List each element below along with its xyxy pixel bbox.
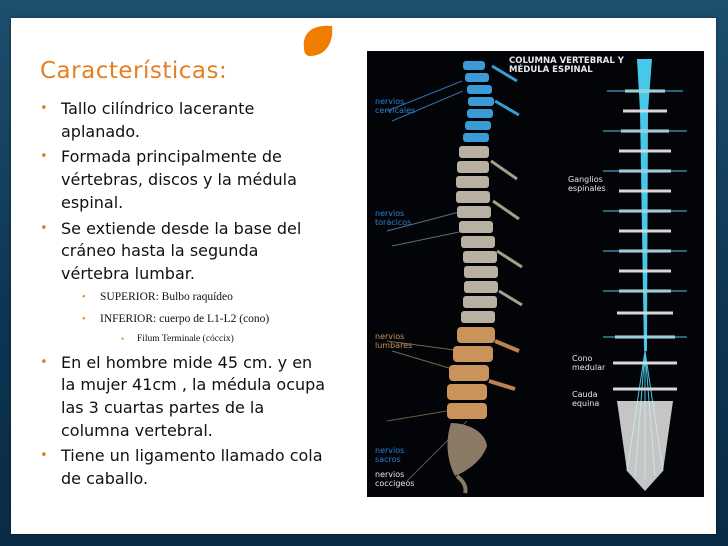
side-view-spine — [387, 61, 522, 493]
sub-bullet-item: • INFERIOR: cuerpo de L1-L2 (cono) — [40, 311, 330, 328]
spine-drawing — [367, 51, 704, 497]
bullet-item: • Tallo cilíndrico lacerante aplanado. — [40, 98, 330, 143]
sub-sub-bullet-item: • Filum Terminale (cóccix) — [40, 333, 330, 346]
label-spinal-ganglia: Ganglios espinales — [568, 175, 606, 193]
front-view-spine — [603, 59, 687, 491]
label-cauda-equina: Cauda equina — [572, 390, 600, 408]
slide-title: Características: — [40, 58, 228, 84]
bullet-list — [40, 98, 330, 494]
figure-title: COLUMNA VERTEBRAL Y MÉDULA ESPINAL — [509, 56, 624, 75]
bullet-item: • Formada principalmente de vértebras, discos y la médula espinal. — [40, 146, 330, 214]
label-lumbar-nerves: nervios lumbares — [375, 332, 413, 350]
orange-leaf-icon — [296, 18, 340, 62]
bullet-item: • Se extiende desde la base del cráneo hasta la segunda vértebra lumbar. — [40, 218, 330, 286]
label-sacral-nerves: nervios sacros — [375, 446, 405, 464]
spine-illustration — [367, 51, 704, 497]
bullet-item: • En el hombre mide 45 cm. y en la mujer 41cm , la médula ocupa las 3 cuartas partes de la columna vertebral. — [40, 352, 330, 443]
bullet-item: • Tiene un ligamento llamado cola de caballo. — [40, 445, 330, 490]
label-cervical-nerves: nervios cervicales — [375, 97, 416, 115]
label-coccygeal-nerves: nervios coccigeos — [375, 470, 415, 488]
label-thoracic-nerves: nervios torácicos — [375, 209, 412, 227]
label-conus-medullaris: Cono medular — [572, 354, 606, 372]
sub-bullet-item: • SUPERIOR: Bulbo raquídeo — [40, 289, 330, 306]
